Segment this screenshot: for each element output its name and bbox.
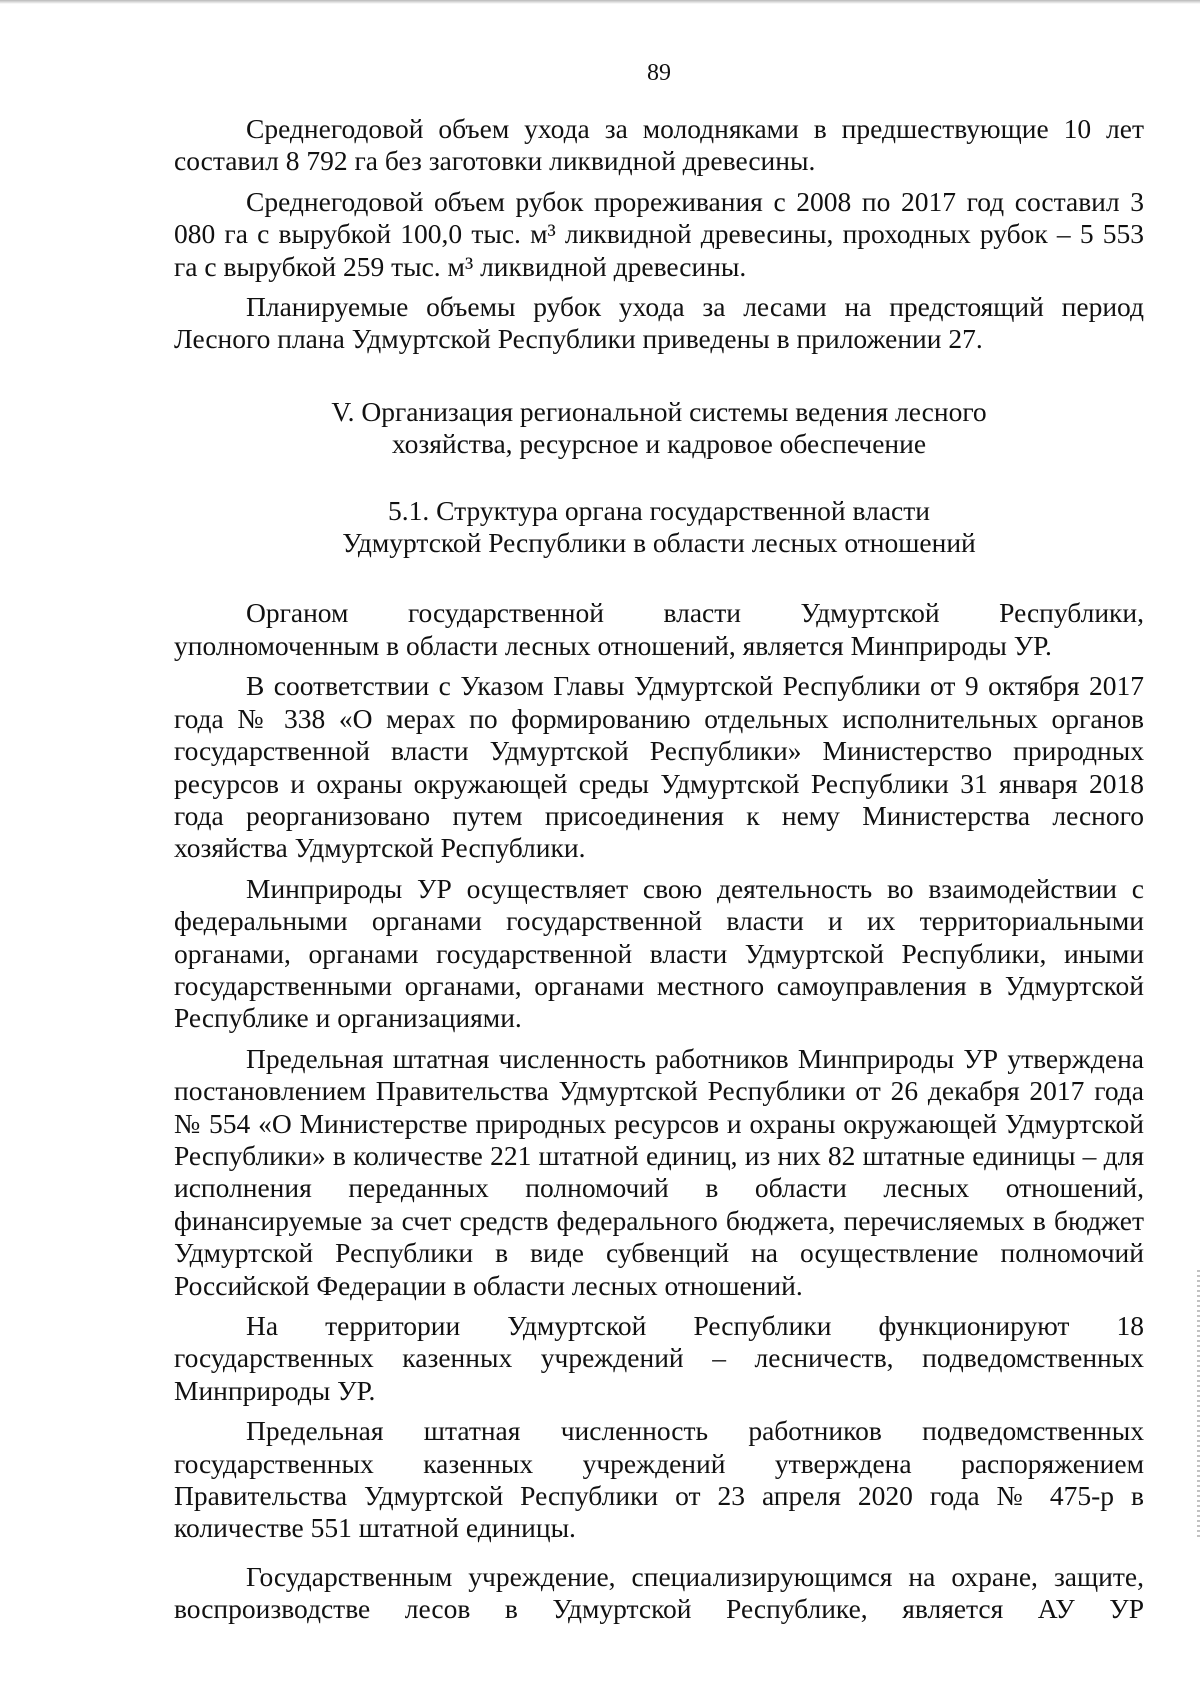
paragraph-gap: [174, 283, 1144, 291]
section-heading-line-1: V. Организация региональной системы ведения лесного: [331, 395, 987, 427]
paragraph-gap: [174, 178, 1144, 186]
section-heading-line-2: хозяйства, ресурсное и кадровое обеспечение: [391, 428, 927, 460]
document-page: [174, 58, 1144, 1626]
paragraph-forest-protection-institution: Государственным учреждение, специализирующимся на охране, защите, воспроизводстве лесов в Удмуртской Республике, является АУ УР: [174, 1560, 1144, 1625]
paragraph-gap: [174, 865, 1144, 873]
paragraph-young-stand-care: Среднегодовой объем ухода за молодняками в предшествующие 10 лет составил 8 792 га без заготовки ликвидной древесины.: [174, 113, 1144, 177]
subsection-heading-line-2: Удмуртской Республики в области лесных отношений: [342, 527, 976, 559]
paragraph-staff-ministry: Предельная штатная численность работников Минприроды УР утверждена постановлением Правительства Удмуртской Республики от 26 декабря 2017 года № 554 «О Министерстве природных ресурсов и охраны окружающей Удмуртской Республики» в количестве 221 штатной единиц, из них 82 штатные единицы – для исполнения переданных полномочий в области лесных отношений, финансируемые за счет средств федерального бюджета, перечисляемых в бюджет Удмуртской Республики в виде субвенций на осуществление полномочий Российской Федерации в области лесных отношений.: [174, 1042, 1144, 1301]
paragraph-authorized-body: Органом государственной власти Удмуртской Республики, уполномоченным в области лесных отношений, является Минприроды УР.: [174, 597, 1144, 661]
paragraph-reorganization-decree: В соответствии с Указом Главы Удмуртской Республики от 9 октября 2017 года № 338 «О мерах по формированию отдельных исполнительных органов государственной власти Удмуртской Республики» Министерство природных ресурсов и охраны окружающей среды Удмуртской Республики 31 января 2018 года реорганизовано путем присоединения к нему Министерства лесного хозяйства Удмуртской Республики.: [174, 670, 1144, 864]
subsection-heading: [174, 495, 1144, 560]
paragraph-planned-volumes: Планируемые объемы рубок ухода за лесами на предстоящий период Лесного плана Удмуртской Республики приведены в приложении 27.: [174, 291, 1144, 355]
paragraph-interaction: Минприроды УР осуществляет свою деятельность во взаимодействии с федеральными органами государственной власти и их территориальными органами, органами государственной власти Удмуртской Республики, иными государственными органами, органами местного самоуправления в Удмуртской Республике и организациями.: [174, 872, 1144, 1034]
paragraph-staff-institutions: Предельная штатная численность работников подведомственных государственных казенных учреждений утверждена распоряжением Правительства Удмуртской Республики от 23 апреля 2020 года № 475-р в количестве 551 штатной единицы.: [174, 1415, 1144, 1544]
paragraph-gap: [174, 1545, 1144, 1553]
paragraph-forestries: На территории Удмуртской Республики функционируют 18 государственных казенных учреждений – лесничеств, подведомственных Минприроды УР.: [174, 1310, 1144, 1406]
paragraph-gap: [174, 1035, 1144, 1043]
paragraph-gap: [174, 1553, 1144, 1561]
section-heading: [174, 396, 1144, 461]
paragraph-gap: [174, 662, 1144, 670]
subsection-heading-line-1: 5.1. Структура органа государственной власти: [388, 494, 930, 526]
paragraph-thinning-volume: Среднегодовой объем рубок прореживания с 2008 по 2017 год составил 3 080 га с вырубкой 100,0 тыс. м³ ликвидной древесины, проходных рубок – 5 553 га с вырубкой 259 тыс. м³ ликвидной древесины.: [174, 185, 1144, 282]
paragraph-gap: [174, 1302, 1144, 1310]
page-number: 89: [647, 60, 671, 86]
scan-top-edge: [0, 0, 1200, 4]
paragraph-gap: [174, 1407, 1144, 1415]
